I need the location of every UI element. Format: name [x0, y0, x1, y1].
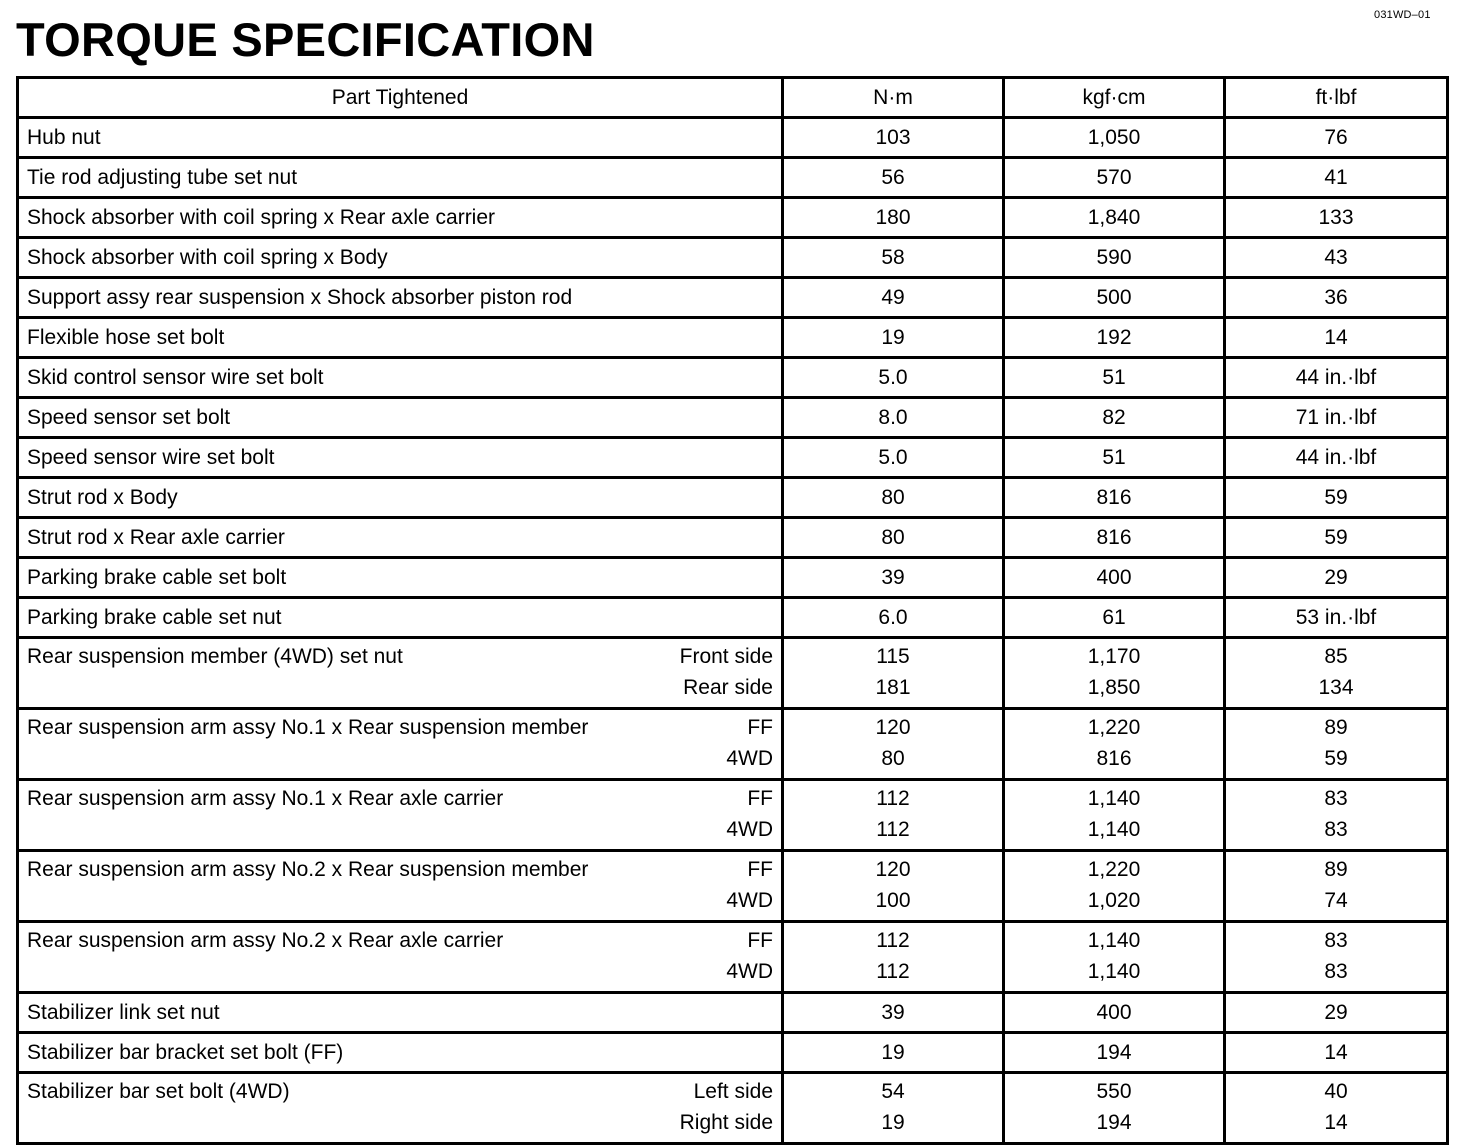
value-nm: 5.0	[783, 438, 1004, 478]
value-kgf-cm: 1,140	[1087, 960, 1141, 983]
value-ft-lbf: 83	[1324, 818, 1348, 841]
header-part-tightened: Part Tightened	[18, 78, 783, 118]
variant-label: 4WD	[726, 960, 773, 983]
variant-label: FF	[747, 787, 773, 810]
value-kgf-cm: 816	[1004, 478, 1225, 518]
table-row	[18, 922, 1448, 993]
table-row	[18, 1033, 1448, 1073]
value-kgf-cm: 400	[1004, 558, 1225, 598]
table-row	[18, 118, 1448, 158]
value-kgf-cm: 82	[1004, 398, 1225, 438]
value-ft-lbf: 83	[1324, 787, 1348, 810]
value-ft-lbf: 29	[1225, 558, 1448, 598]
variant-labels	[680, 641, 773, 703]
value-nm: 115	[876, 645, 910, 668]
part-name: Stabilizer bar set bolt (4WD)	[27, 1080, 290, 1103]
value-kgf-cm: 1,140	[1087, 818, 1141, 841]
torque-spec-table	[16, 76, 1449, 1145]
table-row	[18, 1073, 1448, 1144]
part-name: Strut rod x Body	[18, 478, 783, 518]
part-cell	[18, 780, 783, 851]
value-ft-lbf: 43	[1225, 238, 1448, 278]
value-kgf-cm: 1,170	[1087, 645, 1141, 668]
part-cell	[18, 709, 783, 780]
part-name: Tie rod adjusting tube set nut	[18, 158, 783, 198]
value-kgf-cm: 500	[1004, 278, 1225, 318]
value-kgf-cm-cell	[1004, 780, 1225, 851]
value-kgf-cm-cell	[1004, 709, 1225, 780]
variant-label: Right side	[679, 1111, 773, 1134]
value-nm: 19	[881, 1111, 905, 1134]
value-ft-lbf: 44 in.·lbf	[1225, 438, 1448, 478]
page-title: TORQUE SPECIFICATION	[16, 13, 595, 66]
value-ft-lbf: 83	[1324, 960, 1348, 983]
value-ft-lbf: 36	[1225, 278, 1448, 318]
value-nm: 103	[783, 118, 1004, 158]
value-ft-lbf: 14	[1225, 1033, 1448, 1073]
value-kgf-cm: 590	[1004, 238, 1225, 278]
value-nm: 56	[783, 158, 1004, 198]
value-nm: 39	[783, 558, 1004, 598]
variant-labels	[726, 925, 773, 987]
value-ft-lbf: 59	[1324, 747, 1348, 770]
table-body	[18, 118, 1448, 1144]
value-nm: 180	[783, 198, 1004, 238]
value-kgf-cm: 51	[1004, 438, 1225, 478]
value-ft-lbf: 59	[1225, 518, 1448, 558]
value-nm: 120	[875, 858, 911, 881]
value-nm: 100	[875, 889, 911, 912]
part-name: Rear suspension arm assy No.1 x Rear axle carrier	[27, 787, 504, 810]
value-nm-cell	[783, 922, 1004, 993]
value-nm-cell	[783, 851, 1004, 922]
value-nm: 49	[783, 278, 1004, 318]
value-ft-lbf: 59	[1225, 478, 1448, 518]
variant-labels	[726, 712, 773, 774]
part-cell	[18, 1073, 783, 1144]
value-kgf-cm: 1,020	[1087, 889, 1141, 912]
value-ft-lbf-cell	[1225, 922, 1448, 993]
value-nm: 80	[881, 747, 905, 770]
part-name: Skid control sensor wire set bolt	[18, 358, 783, 398]
value-ft-lbf: 41	[1225, 158, 1448, 198]
value-nm: 5.0	[783, 358, 1004, 398]
variant-label: 4WD	[726, 889, 773, 912]
value-kgf-cm: 1,050	[1004, 118, 1225, 158]
value-kgf-cm-cell	[1004, 922, 1225, 993]
value-kgf-cm: 1,850	[1087, 676, 1141, 699]
variant-label: 4WD	[726, 747, 773, 770]
variant-label: Rear side	[683, 676, 773, 699]
value-nm: 120	[875, 716, 911, 739]
value-ft-lbf: 44 in.·lbf	[1225, 358, 1448, 398]
variant-label: FF	[747, 858, 773, 881]
variant-labels	[726, 854, 773, 916]
part-cell	[18, 638, 783, 709]
header-nm: N·m	[783, 78, 1004, 118]
value-nm: 112	[876, 787, 910, 810]
table-row	[18, 518, 1448, 558]
value-ft-lbf-cell	[1225, 780, 1448, 851]
value-ft-lbf: 71 in.·lbf	[1225, 398, 1448, 438]
value-ft-lbf: 14	[1324, 1111, 1348, 1134]
part-name: Speed sensor wire set bolt	[18, 438, 783, 478]
value-ft-lbf: 89	[1324, 858, 1348, 881]
table-row	[18, 780, 1448, 851]
table-row	[18, 398, 1448, 438]
part-name: Stabilizer bar bracket set bolt (FF)	[18, 1033, 783, 1073]
value-nm: 54	[881, 1080, 905, 1103]
table-row	[18, 478, 1448, 518]
part-name: Rear suspension arm assy No.2 x Rear suspension member	[27, 858, 589, 881]
table-row	[18, 358, 1448, 398]
value-kgf-cm: 400	[1004, 993, 1225, 1033]
value-kgf-cm: 192	[1004, 318, 1225, 358]
value-kgf-cm: 816	[1004, 518, 1225, 558]
table-row	[18, 158, 1448, 198]
value-nm: 58	[783, 238, 1004, 278]
part-name: Strut rod x Rear axle carrier	[18, 518, 783, 558]
value-kgf-cm: 1,220	[1087, 858, 1141, 881]
table-row	[18, 198, 1448, 238]
value-kgf-cm: 550	[1096, 1080, 1132, 1103]
value-kgf-cm-cell	[1004, 638, 1225, 709]
table-row	[18, 238, 1448, 278]
header-kgf-cm: kgf·cm	[1004, 78, 1225, 118]
variant-labels	[726, 783, 773, 845]
value-ft-lbf: 76	[1225, 118, 1448, 158]
part-name: Hub nut	[18, 118, 783, 158]
value-kgf-cm: 1,140	[1087, 787, 1141, 810]
value-nm: 39	[783, 993, 1004, 1033]
value-nm: 19	[783, 1033, 1004, 1073]
value-kgf-cm: 194	[1096, 1111, 1132, 1134]
part-cell	[18, 922, 783, 993]
value-kgf-cm-cell	[1004, 851, 1225, 922]
value-ft-lbf: 89	[1324, 716, 1348, 739]
variant-label: Front side	[679, 645, 773, 668]
part-name: Rear suspension arm assy No.2 x Rear axle carrier	[27, 929, 504, 952]
table-row	[18, 438, 1448, 478]
table-row	[18, 558, 1448, 598]
table-row	[18, 993, 1448, 1033]
part-name: Shock absorber with coil spring x Rear axle carrier	[18, 198, 783, 238]
value-ft-lbf: 85	[1324, 645, 1348, 668]
value-nm-cell	[783, 709, 1004, 780]
value-nm: 112	[876, 960, 910, 983]
value-ft-lbf: 14	[1225, 318, 1448, 358]
variant-label: 4WD	[726, 818, 773, 841]
variant-label: FF	[747, 929, 773, 952]
part-name: Parking brake cable set bolt	[18, 558, 783, 598]
value-nm: 112	[876, 929, 910, 952]
variant-label: Left side	[693, 1080, 773, 1103]
value-kgf-cm: 1,140	[1087, 929, 1141, 952]
value-kgf-cm: 570	[1004, 158, 1225, 198]
header-ft-lbf: ft·lbf	[1225, 78, 1448, 118]
value-kgf-cm: 194	[1004, 1033, 1225, 1073]
value-kgf-cm: 61	[1004, 598, 1225, 638]
part-name: Support assy rear suspension x Shock absorber piston rod	[18, 278, 783, 318]
value-ft-lbf: 83	[1324, 929, 1348, 952]
value-kgf-cm: 51	[1004, 358, 1225, 398]
variant-label: FF	[747, 716, 773, 739]
part-name: Stabilizer link set nut	[18, 993, 783, 1033]
value-kgf-cm: 1,220	[1087, 716, 1141, 739]
value-nm: 6.0	[783, 598, 1004, 638]
value-ft-lbf: 134	[1318, 676, 1354, 699]
table-row	[18, 278, 1448, 318]
table-header-row	[18, 78, 1448, 118]
value-nm-cell	[783, 1073, 1004, 1144]
part-name: Rear suspension member (4WD) set nut	[27, 645, 403, 668]
value-nm: 8.0	[783, 398, 1004, 438]
value-ft-lbf-cell	[1225, 709, 1448, 780]
value-nm: 181	[875, 676, 911, 699]
part-name: Flexible hose set bolt	[18, 318, 783, 358]
table-row	[18, 709, 1448, 780]
table-row	[18, 851, 1448, 922]
document-code: 031WD–01	[1374, 9, 1431, 21]
part-name: Speed sensor set bolt	[18, 398, 783, 438]
value-kgf-cm: 1,840	[1004, 198, 1225, 238]
value-kgf-cm: 816	[1096, 747, 1132, 770]
value-nm: 112	[876, 818, 910, 841]
part-name: Shock absorber with coil spring x Body	[18, 238, 783, 278]
value-nm-cell	[783, 638, 1004, 709]
value-ft-lbf-cell	[1225, 638, 1448, 709]
value-ft-lbf: 29	[1225, 993, 1448, 1033]
value-ft-lbf: 133	[1225, 198, 1448, 238]
table-row	[18, 318, 1448, 358]
value-nm-cell	[783, 780, 1004, 851]
value-ft-lbf: 74	[1324, 889, 1348, 912]
value-nm: 19	[783, 318, 1004, 358]
value-ft-lbf-cell	[1225, 1073, 1448, 1144]
value-ft-lbf-cell	[1225, 851, 1448, 922]
value-kgf-cm-cell	[1004, 1073, 1225, 1144]
value-ft-lbf: 53 in.·lbf	[1225, 598, 1448, 638]
part-name: Rear suspension arm assy No.1 x Rear suspension member	[27, 716, 589, 739]
value-nm: 80	[783, 478, 1004, 518]
part-name: Parking brake cable set nut	[18, 598, 783, 638]
variant-labels	[680, 1076, 773, 1138]
table-row	[18, 598, 1448, 638]
part-cell	[18, 851, 783, 922]
value-nm: 80	[783, 518, 1004, 558]
value-ft-lbf: 40	[1324, 1080, 1348, 1103]
table-row	[18, 638, 1448, 709]
